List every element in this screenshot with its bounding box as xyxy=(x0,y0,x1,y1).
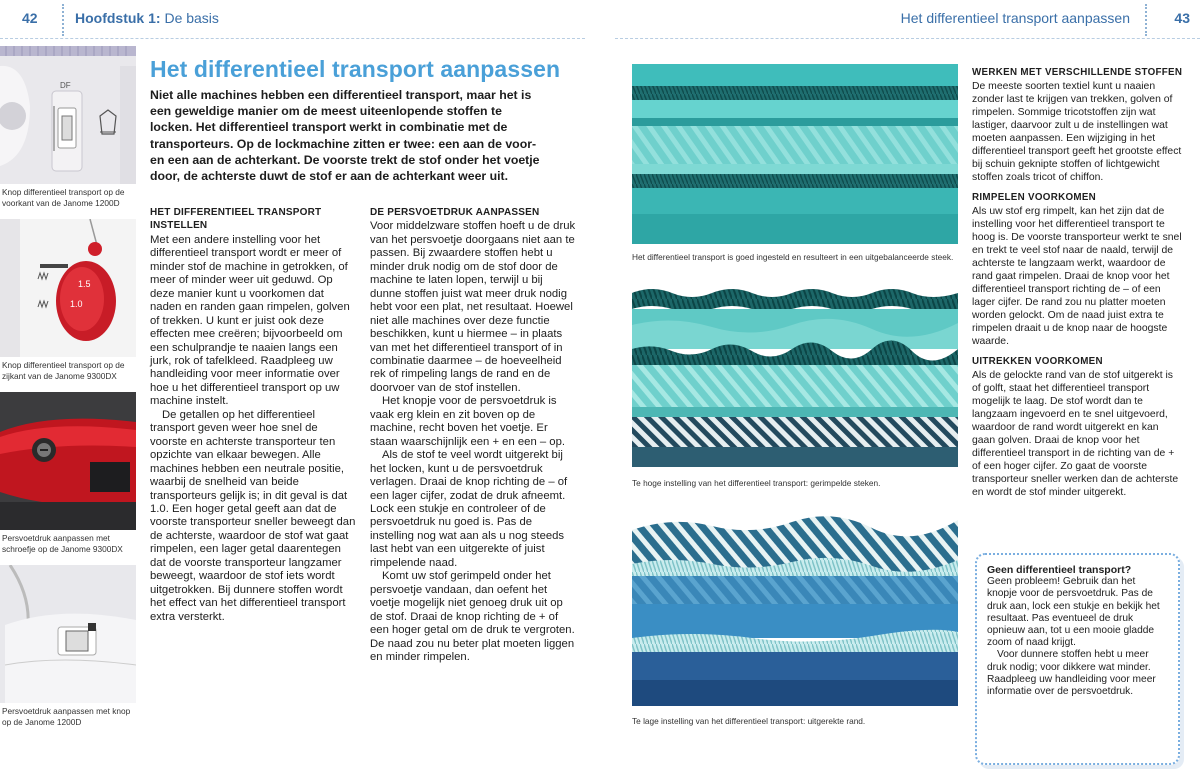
photo-caption: Knop differentieel transport op de voorkant van de Janome 1200D xyxy=(2,187,125,208)
section-puckering xyxy=(972,191,1184,348)
fabric-caption: Het differentieel transport is goed ingesteld en resulteert in een uitgebalanceerde steek. xyxy=(632,252,954,262)
header-divider xyxy=(62,4,64,36)
fabric-sample-balanced xyxy=(632,64,958,244)
section-heading: WERKEN MET VERSCHILLENDE STOFFEN xyxy=(972,67,1183,78)
tip-box xyxy=(975,553,1180,765)
paragraph: Als de gelockte rand van de stof uitgerekt is of golft, staat het differentieel transport mogelijk te laag. De stof wordt dan te langzaam ingevoerd en te snel uitgevoerd, waardoor de rand wordt uitgerekt en kan gaan golven. Draai de knop voor het differentieel transport in de richting van de + of een hoger cijfer. Zo gaat de voorste transporteur sneller werken dan de achterste en wordt de stof minder uitgerekt. xyxy=(972,370,1179,498)
dial-label-10: 1.0 xyxy=(70,299,83,309)
section-heading: HET DIFFERENTIEEL TRANSPORT INSTELLEN xyxy=(150,207,322,232)
fabric-sample-stretched xyxy=(632,512,958,706)
paragraph: Als de stof te veel wordt uitgerekt bij het locken, kunt u de persvoetdruk verlagen. Draai de knop richting de – of een lager cijfer, zodat de druk afneemt. Lock een stukje en controleer of de persvoetdruk nu goed is. Pas de instelling nog wat aan als u nog steeds last hebt van een uitgerekte of juist rimpelende naad. xyxy=(370,449,568,569)
dial-label-df: DF xyxy=(60,81,71,90)
tip-paragraph: Geen probleem! Gebruik dan het knopje voor de persvoetdruk. Pas de druk aan, lock een stukje en bekijk het resultaat. Pas eventueel de druk opnieuw aan, tot u een mooie gladde zoom of naad krijgt. xyxy=(987,576,1160,649)
section-heading: UITREKKEN VOORKOMEN xyxy=(972,356,1103,367)
text-column-1 xyxy=(150,206,356,624)
fabric-photo-stretched xyxy=(632,512,958,706)
fabric-photo-balanced xyxy=(632,64,958,244)
chapter-heading xyxy=(75,10,219,26)
paragraph: Komt uw stof gerimpeld onder het persvoetje vandaan, dan oefent het voetje mogelijk niet genoeg druk uit op de stof. Draai de knop richting de + of een hoger getal om de druk te vergroten. De naad zou nu beter plat moeten liggen en minder rimpelen. xyxy=(370,570,575,663)
paragraph: Met een andere instelling voor het differentieel transport wordt er meer of minder stof de machine in getrokken, of meer of minder weer uit geduwd. Op deze manier kunt u voorkomen dat naden en randen gaan rimpelen, golven of trekken. U kunt er juist ook deze effecten mee creëren; bijvoorbeeld om een schulprandje te naaien langs een jurk, rok of tafelkleed. Raadpleeg uw handleiding voor meer informatie over hoe u het differentieel transport op uw machine instelt. xyxy=(150,233,350,408)
tip-paragraph: Voor dunnere stoffen hebt u meer druk nodig; voor dikkere wat minder. Raadpleeg uw handleiding voor meer informatie over de persvoetdruk. xyxy=(987,649,1156,698)
right-running-header xyxy=(600,0,1200,38)
tip-heading: Geen differentieel transport? xyxy=(987,564,1132,576)
right-text-column xyxy=(972,66,1184,506)
fabric-photo-puckered xyxy=(632,285,958,467)
chapter-label: Hoofdstuk 1: xyxy=(75,10,161,26)
photo-janome-9300dx-screw xyxy=(0,392,136,530)
photo-caption: Persvoetdruk aanpassen met schroefje op de Janome 9300DX xyxy=(2,533,123,554)
photo-janome-9300dx-side xyxy=(0,219,136,357)
photo-janome-1200d-knob xyxy=(0,565,136,703)
left-running-header xyxy=(0,0,600,38)
right-running-title: Het differentieel transport aanpassen xyxy=(900,10,1130,26)
header-divider xyxy=(1145,4,1147,36)
section-fabrics xyxy=(972,66,1184,184)
fabric-caption: Te hoge instelling van het differentieel transport: gerimpelde steken. xyxy=(632,478,881,488)
article-intro: Niet alle machines hebben een differentieel transport, maar het is een geweldige manier om de meest uiteenlopende stoffen te locken. Het differentieel transport werkt in combinatie met de transporteurs. Op de lockmachine zitten er twee: een aan de voor- en een aan de achterkant. De voorste trekt de stof onder het voetje door, de achterste duwt de stof er aan de achterkant weer uit. xyxy=(150,88,540,184)
machine-dial-illustration xyxy=(0,46,136,184)
section-stretching xyxy=(972,355,1184,499)
article-title: Het differentieel transport aanpassen xyxy=(150,56,561,82)
paragraph: Als uw stof erg rimpelt, kan het zijn dat de instelling voor het differentieel transport te hoog is. De voorste transporteur werkt te snel en trekt te veel stof naar de naald, terwijl de achterste te langzaam werkt, waardoor de rand gaat rimpelen. Draai de knop voor het differentieel transport richting de – of een lager cijfer. De rand zou nu platter moeten worden gelockt. Om de naad juist extra te rimpelen draait u de knop naar de hoogste waarde. xyxy=(972,206,1182,347)
photo-column xyxy=(0,46,136,738)
section-heading: RIMPELEN VOORKOMEN xyxy=(972,192,1097,203)
header-rule xyxy=(0,38,585,39)
text-column-2 xyxy=(370,206,576,664)
presser-screw-illustration xyxy=(0,392,136,530)
paragraph: De getallen op het differentieel transport geven weer hoe snel de voorste en achterste transporteur ten opzichte van elkaar bewegen. Alle machines hebben een neutrale positie, waarbij de snelheid van beide transporteurs gelijk is; in dit geval is dat 1.0. Een hoger getal geeft aan dat de voorste transporteur sneller beweegt dan de achterste, waardoor de stof wat gaat rimpelen, een lager getal daarentegen dat de voorste transporteur langzamer beweegt, waardoor de stof iets wordt uitgetrokken. Bij dunnere stoffen wordt het effect van het differentieel transport extra versterkt. xyxy=(150,408,356,623)
paragraph: De meeste soorten textiel kunt u naaien zonder last te krijgen van trekken, golven of rimpelen. Sommige tricotstoffen zijn wat lastiger, daarvoor zult u de instellingen wat moeten aanpassen. Een wijziging in het differentieel transport geeft het grootste effect bij schuin geknipte stoffen of lichtgewicht stoffen zoals tricot of chiffon. xyxy=(972,81,1182,183)
photo-janome-1200d-front xyxy=(0,46,136,184)
photo-caption: Knop differentieel transport op de zijkant van de Janome 9300DX xyxy=(2,360,125,381)
section-heading: DE PERSVOETDRUK AANPASSEN xyxy=(370,207,540,218)
presser-knob-illustration xyxy=(0,565,136,703)
right-page-number: 43 xyxy=(1174,10,1190,26)
chapter-title: De basis xyxy=(160,10,219,26)
red-dial-illustration xyxy=(0,219,136,357)
dial-label-15: 1.5 xyxy=(78,279,91,289)
photo-caption: Persvoetdruk aanpassen met knop op de Janome 1200D xyxy=(2,706,131,727)
paragraph: Het knopje voor de persvoetdruk is vaak erg klein en zit boven op de machine, recht boven het voetje. Er staan waarschijnlijk een + en een – op. xyxy=(370,395,565,448)
fabric-caption: Te lage instelling van het differentieel transport: uitgerekte rand. xyxy=(632,716,866,726)
fabric-sample-puckered xyxy=(632,285,958,467)
header-rule xyxy=(615,38,1200,39)
paragraph: Voor middelzware stoffen hoeft u de druk van het persvoetje doorgaans niet aan te passen. Bij zwaardere stoffen hebt u minder druk nodig om de stof door de machine te laten lopen, terwijl u bij dunne stoffen juist wat meer druk nodig hebt voor een plat, net resultaat. Hoewel niet alle machines over deze functie beschikken, kunt u hiermee – in plaats van met het differentieel transport of in combinatie daarmee – de hoeveelheid rek of rimpeling langs de rand en de doorvoer van de stof instellen. xyxy=(370,220,576,394)
left-page-number: 42 xyxy=(22,10,38,26)
